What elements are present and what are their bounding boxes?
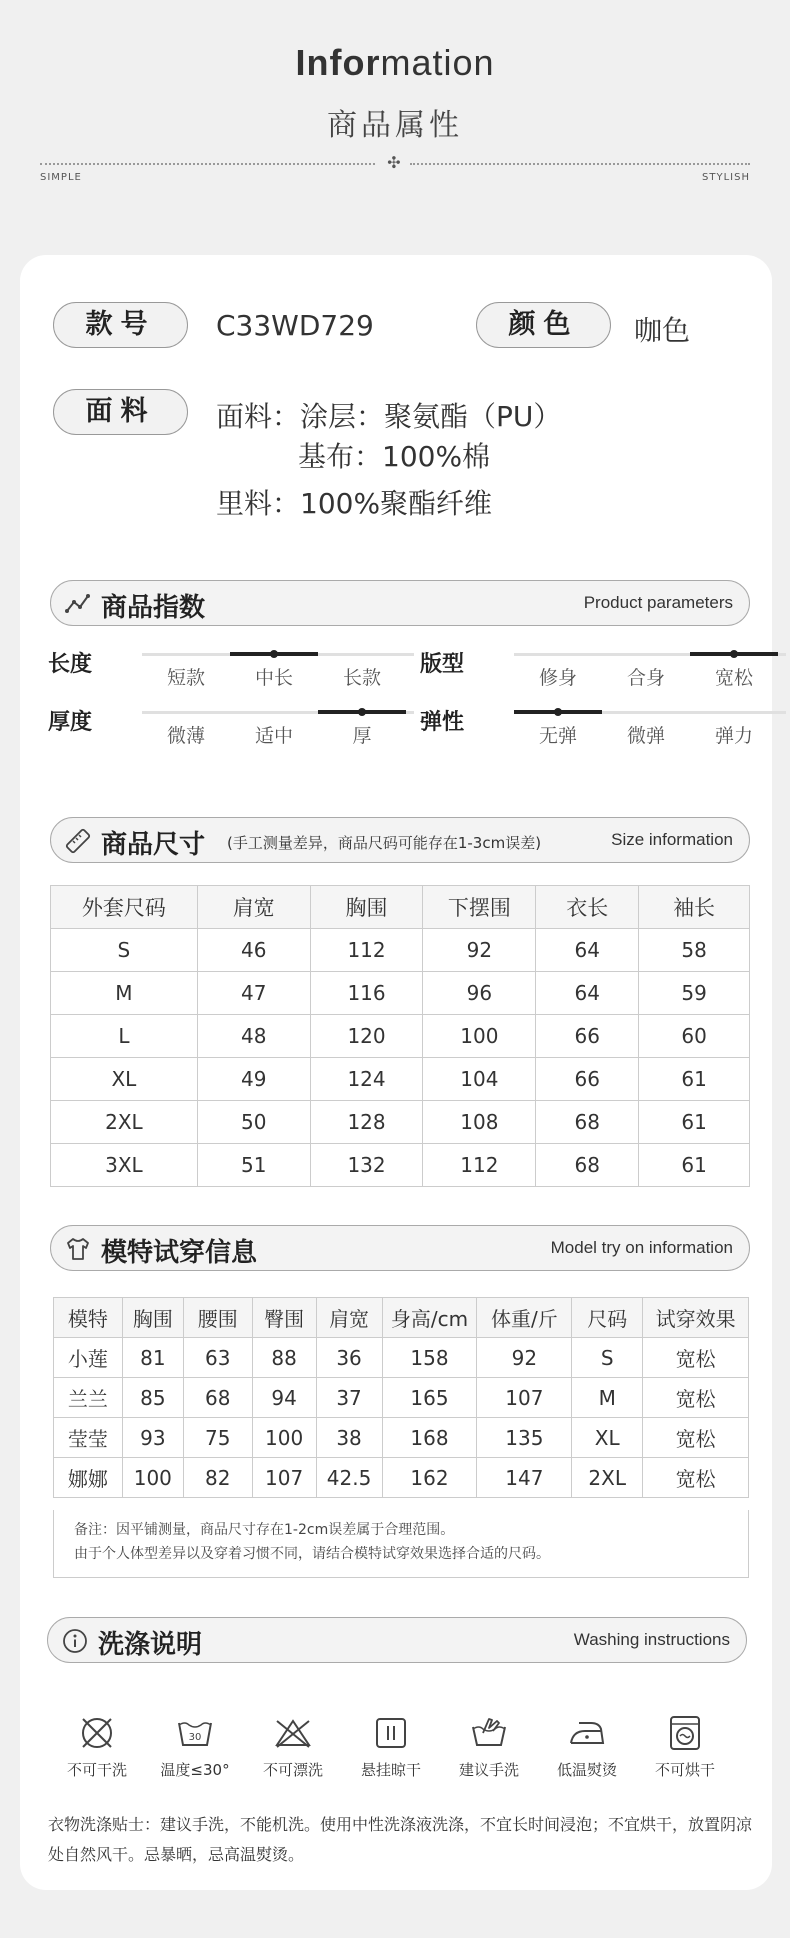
table-cell: 宽松 [643,1338,749,1378]
param-option: 无弹 [538,725,577,747]
param-label: 长度 [48,652,93,677]
table-cell: 100 [252,1418,316,1458]
low-iron-icon [567,1713,607,1753]
size-title-en: Size information [611,830,733,849]
table-cell: 42.5 [316,1458,382,1498]
table-cell: 81 [122,1338,183,1378]
info-card [20,255,772,1890]
table-cell: 88 [252,1338,316,1378]
table-header-cell: 胸围 [310,886,423,929]
wash-30-icon [175,1713,215,1753]
table-cell: 63 [183,1338,252,1378]
table-cell: 100 [122,1458,183,1498]
table-cell: 68 [183,1378,252,1418]
table-cell: XL [572,1418,643,1458]
table-header-cell: 衣长 [536,886,639,929]
param-option: 合身 [626,667,665,689]
table-cell: 兰兰 [54,1378,123,1418]
params-title-en: Product parameters [583,593,733,612]
table-cell: 112 [310,929,423,972]
wash-item [52,1713,142,1780]
table-cell: 2XL [51,1101,198,1144]
table-header-cell: 肩宽 [316,1298,382,1338]
table-header-cell: 肩宽 [197,886,310,929]
table-cell: 108 [423,1101,536,1144]
table-cell: M [572,1378,643,1418]
wash-label: 建议手洗 [458,1761,519,1779]
table-cell: 128 [310,1101,423,1144]
style-no-label: 款号 [53,302,188,348]
color-label: 颜色 [476,302,611,348]
table-row [51,929,750,972]
wash-label: 低温熨烫 [556,1761,617,1779]
table-cell: 112 [423,1144,536,1187]
param-label: 厚度 [48,710,93,735]
ruler-icon [65,828,91,854]
table-cell: 135 [477,1418,572,1458]
table-row [54,1338,749,1378]
table-cell: 宽松 [643,1378,749,1418]
model-note [53,1510,749,1578]
model-note-line-2: 由于个人体型差异以及穿着习惯不同，请结合模特试穿效果选择合适的尺码。 [74,1546,550,1562]
table-cell: 58 [639,929,750,972]
fabric-line-2: 基布：100%棉 [298,440,491,473]
table-cell: 59 [639,972,750,1015]
param-selected-dot [358,708,366,716]
size-title: 商品尺寸 [101,830,206,860]
param-selected-dot [554,708,562,716]
fabric-line-1: 面料：涂层：聚氨酯（PU） [216,400,562,433]
wash-label: 温度≤30° [160,1761,230,1779]
table-cell: 132 [310,1144,423,1187]
table-cell: 94 [252,1378,316,1418]
wash-label: 悬挂晾干 [360,1761,421,1779]
svg-text:30: 30 [188,1732,202,1743]
table-row [51,1015,750,1058]
wash-item [346,1713,436,1780]
table-cell: 100 [423,1015,536,1058]
table-cell: 宽松 [643,1418,749,1458]
style-no-value: C33WD729 [216,309,374,342]
param-label: 弹性 [420,710,465,735]
table-cell: S [51,929,198,972]
param-selected-dot [730,650,738,658]
table-header-cell: 胸围 [122,1298,183,1338]
param-option: 短款 [166,667,205,689]
table-cell: 50 [197,1101,310,1144]
table-row [51,1101,750,1144]
table-row [51,972,750,1015]
divider-right [410,163,750,165]
param-option: 修身 [538,667,577,689]
params-title: 商品指数 [101,593,206,623]
param-option: 宽松 [714,667,753,689]
table-cell: 64 [536,972,639,1015]
table-cell: 158 [382,1338,477,1378]
table-row [54,1418,749,1458]
table-cell: 92 [423,929,536,972]
table-header-cell: 外套尺码 [51,886,198,929]
hand-wash-icon [469,1713,509,1753]
no-dry-clean-icon [77,1713,117,1753]
shirt-icon [65,1236,91,1262]
param-option: 适中 [254,725,293,747]
page-header [0,0,790,200]
table-cell: 68 [536,1144,639,1187]
fabric-label: 面料 [53,389,188,435]
table-header-cell: 体重/斤 [477,1298,572,1338]
table-header-cell: 试穿效果 [643,1298,749,1338]
table-header-cell: 身高/cm [382,1298,477,1338]
table-cell: 147 [477,1458,572,1498]
param-option: 微弹 [626,725,665,747]
table-cell: 51 [197,1144,310,1187]
table-cell: 小莲 [54,1338,123,1378]
table-cell: 48 [197,1015,310,1058]
wash-item [248,1713,338,1780]
table-cell: 61 [639,1144,750,1187]
table-cell: 47 [197,972,310,1015]
table-cell: 93 [122,1418,183,1458]
washing-section-bar [47,1617,747,1663]
table-cell: 64 [536,929,639,972]
no-bleach-icon [273,1713,313,1753]
params-section-bar [50,580,750,626]
model-table [53,1297,749,1498]
table-header-cell: 腰围 [183,1298,252,1338]
stylish-label: STYLISH [702,172,750,183]
param-option: 厚 [352,725,372,747]
washing-title: 洗涤说明 [98,1630,203,1660]
table-header-row [54,1298,749,1338]
param-option: 弹力 [714,725,753,747]
color-value: 咖色 [634,314,691,347]
table-cell: 娜娜 [54,1458,123,1498]
table-cell: S [572,1338,643,1378]
table-cell: 46 [197,929,310,972]
size-section-bar [50,817,750,863]
info-icon [62,1628,88,1654]
table-header-row [51,886,750,929]
table-cell: 49 [197,1058,310,1101]
title-en: Information [295,42,495,83]
size-table [50,885,750,1187]
table-cell: 36 [316,1338,382,1378]
table-cell: M [51,972,198,1015]
hang-dry-icon [371,1713,411,1753]
table-header-cell: 下摆围 [423,886,536,929]
table-cell: 宽松 [643,1458,749,1498]
table-cell: 168 [382,1418,477,1458]
table-cell: 66 [536,1058,639,1101]
wash-label: 不可漂洗 [262,1761,323,1779]
table-cell: L [51,1015,198,1058]
wash-label: 不可干洗 [66,1761,127,1779]
table-cell: 96 [423,972,536,1015]
param-selected-dot [270,650,278,658]
table-row [54,1378,749,1418]
table-cell: 莹莹 [54,1418,123,1458]
table-cell: 38 [316,1418,382,1458]
table-cell: 75 [183,1418,252,1458]
cross-ornament-icon: ✣ [387,153,401,172]
table-cell: 120 [310,1015,423,1058]
wash-item [542,1713,632,1780]
no-tumble-dry-icon [665,1713,705,1753]
model-section-bar [50,1225,750,1271]
table-header-cell: 模特 [54,1298,123,1338]
table-cell: 124 [310,1058,423,1101]
wash-item [150,1713,240,1780]
table-row [51,1058,750,1101]
table-cell: 60 [639,1015,750,1058]
wash-label: 不可烘干 [654,1761,715,1779]
table-row [54,1458,749,1498]
table-cell: 107 [477,1378,572,1418]
washing-title-en: Washing instructions [573,1630,730,1649]
param-option: 长款 [342,667,381,689]
table-cell: 3XL [51,1144,198,1187]
model-title-en: Model try on information [550,1238,733,1257]
table-header-cell: 袖长 [639,886,750,929]
table-cell: 37 [316,1378,382,1418]
divider-left [40,163,375,165]
table-header-cell: 尺码 [572,1298,643,1338]
title-cn: 商品属性 [327,108,463,143]
table-cell: 116 [310,972,423,1015]
table-cell: 107 [252,1458,316,1498]
trend-chart-icon [65,591,91,617]
washing-tips: 衣物洗涤贴士：建议手洗，不能机洗。使用中性洗涤液洗涤，不宜长时间浸泡；不宜烘干，放置阴凉处自然风干。忌暴晒，忌高温熨烫。 [48,1815,753,1864]
fabric-line-3: 里料：100%聚酯纤维 [216,487,493,520]
simple-label: SIMPLE [40,172,82,183]
param-option: 中长 [254,667,293,689]
wash-item [444,1713,534,1780]
param-label: 版型 [420,652,465,677]
table-cell: 162 [382,1458,477,1498]
wash-item [640,1713,730,1780]
table-cell: 92 [477,1338,572,1378]
size-note: (手工测量差异，商品尺码可能存在1-3cm误差) [227,834,542,852]
table-cell: 61 [639,1058,750,1101]
table-header-cell: 臀围 [252,1298,316,1338]
model-note-line-1: 备注：因平铺测量，商品尺寸存在1-2cm误差属于合理范围。 [74,1522,455,1538]
param-option: 微薄 [166,725,205,747]
table-cell: 68 [536,1101,639,1144]
table-cell: 66 [536,1015,639,1058]
table-cell: 82 [183,1458,252,1498]
table-cell: XL [51,1058,198,1101]
model-title: 模特试穿信息 [101,1238,258,1268]
table-cell: 61 [639,1101,750,1144]
table-cell: 85 [122,1378,183,1418]
table-row [51,1144,750,1187]
table-cell: 165 [382,1378,477,1418]
table-cell: 2XL [572,1458,643,1498]
table-cell: 104 [423,1058,536,1101]
